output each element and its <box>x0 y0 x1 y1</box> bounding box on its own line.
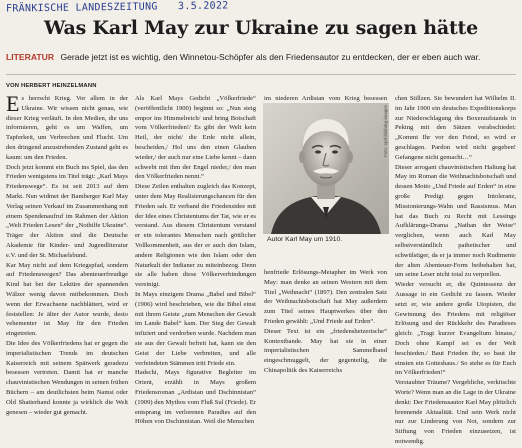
article-teaser <box>6 52 518 62</box>
handwritten-source: FRÄNKISCHE LANDESZEITUNG <box>5 1 158 15</box>
photo-caption: Autor Karl May um 1910. <box>267 236 343 243</box>
paragraph: Verstaubter Träume? Vergebliche, verkitschte Worte? Wenn man an die Lage in der Ukraine denkt: Der Friedenssautor Karl May plötzlich brennende Aktualität. Und sein Werk nicht nur zur Linderung von Not, sondern zur Stiftung von Frieden einzusetzen, ist notwendig. <box>395 379 516 445</box>
article-column-1 <box>6 91 128 417</box>
paragraph: Dieser Text ist ein „friedenshetzerische“ Kontextbande. May hat sie in einer imperialistischen Sammelband eingeschmuggelt, der gegenteilig, die Chinapolitik des Kaiserreichs <box>264 327 387 374</box>
paragraph: Hadschi, Mays figurative Begleiter im Orient, erzählt in Mays großem Friedensroman „Ardistan und Dschinnistan“ (1909) den Mythos vom Fluß Sul (Friede). Er entsprang im verlorenen Paradies auf den Höhen von Dschinnistan. Weil die Menschen <box>135 369 256 426</box>
article-column-4 <box>395 94 516 447</box>
paragraph: Doch jetzt kommt ein Buch ins Spiel, das den Frieden wenigstens im Titel trägt: „Karl Mays Friedenswege“. Es ist seit 2013 auf dem Markt. Nun widmet der Bamberger Karl May Verlag seinen Verkauf im Zusammenhang mit einem Spendenaufruf im Rahmen der Aktion „Welt Frieden Lesen“ der „Nothilfe Ukraine“. Träger der Aktion sind die Deutsche Akademie für Kinder- und Jugendliteratur e.V. und der St. Michaelsbund. <box>6 163 128 259</box>
portrait-image <box>263 103 389 234</box>
divider <box>6 74 516 75</box>
paragraph: Als Karl Mays Gedicht „Völkerfriede“ (veröffentlicht 1900) beginnt so: „Nun steig empor ins Himmelreich/ und bring Botschaft vom Völkerfrieden!/ Es gibt der Welt kein Heil, der nicht/ die Erde nicht allein, bescheiden,/ Hol uns den einen Glauben wieder,/ der auch nur eine Liebe kennt – dann schwebt mit ihm der Engel nieder,/ den man den Völkerfrieden nennt.“ <box>135 95 256 181</box>
handwritten-source-note <box>6 0 229 14</box>
paragraph: im niederen Ardistan vom Krieg besessen <box>264 95 387 102</box>
paragraph: Kar May nicht auf dem Kriegspfad, sondern auf Friedenswegen? Das abenteuerfreudige Kind hat bei der Lektüre der spannenden Wälzer wenig davon mitbekommen. Doch wenn der Erwachsene nachblättert, wird er feststellen: Je älter der Autor wurde, desto vehementer ist May für den Frieden eingetreten. <box>6 261 128 338</box>
rubric-label: LITERATUR <box>6 52 55 62</box>
paragraph: chen Stillzen. Sie bewundert hat Wilhelm II. im Jahr 1900 ein deutsches Expeditionskorps zur Niederschlagung des Boxeraufstands in Peking mit den Sätzen verabschiedet: „Kommt Ihr vor den Feind, so wird er geschlagen. Pardon wird nicht gegeben! Gefangene nicht gemacht…“ <box>395 95 516 161</box>
article-headline: Was Karl May zur Ukraine zu sagen hätte <box>44 17 478 39</box>
handwritten-date: 3.5.2022 <box>177 0 229 13</box>
article-column-2 <box>135 94 256 427</box>
paragraph: Dieser arrogant chauvinistischen Haltung hat May im Roman die Weihnachtsbotschaft und dessen Motto „Und Friede auf Erden“ in eine große Predigt gegen Intoleranz, Missionierungs-Wahn und Rassismus. Man hat das Buch zu Recht mit Lessings Aufklärungs-Drama „Nathan der Weise“ verglichen, wenn auch Karl May selbstverständlich pathetischer und schwülstiger, da er ja immer noch Rudimente der alten Abenteuer-Form beibehalten hat, um seine Leser nicht total zu verprellen. <box>395 163 516 279</box>
paragraph: henfriede Erlösungs-Metapher im Werk von May: man denke an seinen Western mit dem Titel „Weihnacht“ (1897). Den zentralen Satz der Weihnachtsbotschaft hat May außerdem zum Titel seines Hauptwerkes über den Frieden gewählt: „Und Friede auf Erden“. <box>264 269 387 325</box>
article-column-3 <box>264 268 387 376</box>
photo-credit: Foto: epd-bild/akg-images <box>383 104 388 157</box>
paragraph: Es herrscht Krieg. Vor allem in der Ukraine. Wir wissen nicht genau, wie dieser Krieg verläuft. In den Medien, die uns informieren, geht es um Waffen, um Tapferkeit, um Verbrechen und Flucht. Um den dringend anzustrebenden Zustand geht es kaum: um den Frieden. <box>6 91 128 161</box>
paragraph: Wieder versucht er, die Quintessenz der Aussage in ein Gedicht zu fassen. Wieder setzt er, wie andere große Utopisten, die Gewinnung des Friedens mit religiöser Erlösung und der Rückkehr des Paradieses gleich: „Tragt kurzer Evangelium hinaus,/ Doch ohne Kampf sei es der Welt beschieden./ Baut Frieden ihr, so baut ihr einsten ein Gotteshaus./ So stehe es für Euch im Völkerfrieden!“ <box>395 281 516 377</box>
teaser-text: Gerade jetzt ist es wichtig, den Winnetou-Schöpfer als den Friedensautor zu entdecken, der er eben auch war. <box>60 52 481 62</box>
drop-cap: E <box>6 91 20 116</box>
paragraph: Die Idee des Völkerfriedens hat er gegen die imperialistischen Trends im deutschen Kaiserreich mit seinem Spätwerk geradezu besessen vertreten. Damit hat er manche chauvinistischen Wendungen in seinen frühen Büchern – am deutlichsten beim Namsi oder Old Shatterhand konnte ja wirklich die Welt genesen – wieder gut gemacht. <box>6 339 128 416</box>
paragraph: In Mays einzigem Drama „Babel und Bibel“ (1906) wird beschrieben, wie die Bibel einst mit ihrem Geiste „zum Menschen der Gewalt im Lande Babel“ kam. Der Sieg der Gewalt infiziert und verdorben wurde. Nachdem man sie aus der Gewalt befreit hat, kann sie den Geist der Liebe verbreiten, und alle verfeindeten Stämmen tritt Friede ein. <box>135 290 256 367</box>
karl-may-portrait-photo <box>263 103 389 234</box>
article-author: VON HERBERT HEINZELMANN <box>6 83 97 89</box>
paragraph: Diese Zeilen enthalten zugleich das Konzept, unter dem May Realisierungschancen für den Frieden sah. Er verband die Friedensidee mit der Idee eines Christentums der Tat, wie er es verstand. Aus diesem Christentum verstand er ein tolerantes Menschen nach göttlicher Vollkommenheit, aus der er auch den Islam, andere Religionen wie den Islam oder den Naturkult der Indianer zu miteinbezog. Denn sie alle haben diese Völkerverbindungen vereinigt. <box>135 183 256 289</box>
